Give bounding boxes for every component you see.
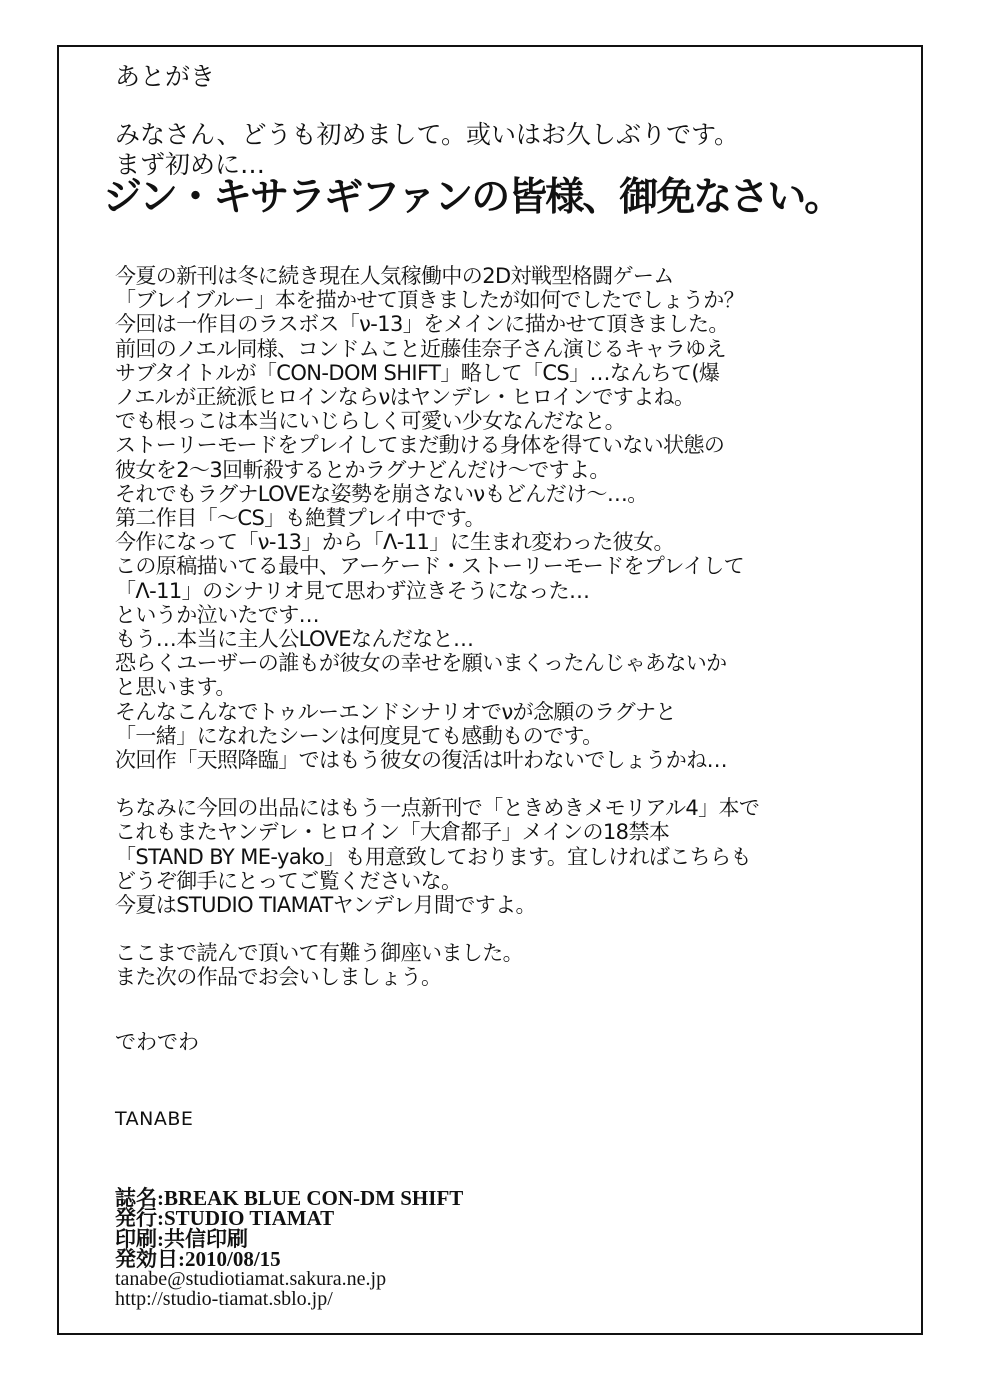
text-line: 今夏の新刊は冬に続き現在人気稼働中の2D対戦型格闘ゲーム bbox=[115, 264, 674, 288]
colophon-printer: 印刷:共信印刷 bbox=[115, 1226, 248, 1251]
text-line: どうぞ御手にとってご覧くださいな。 bbox=[115, 868, 462, 893]
greeting-line: みなさん、どうも初めまして。或いはお久しぶりです。 bbox=[115, 120, 740, 149]
apology-headline: ジン・キサラギファンの皆様、御免なさい。 bbox=[103, 175, 842, 220]
text-line: 「ブレイブルー」本を描かせて頂きましたが如何でしたでしょうか？ bbox=[115, 288, 745, 313]
text-line: と思います。 bbox=[115, 675, 236, 700]
paragraph-spacer bbox=[115, 772, 759, 796]
text-line: ちなみに今回の出品にはもう一点新刊で「ときめきメモリアル4」本で bbox=[115, 796, 760, 821]
text-line: 「一緒」になれたシーンは何度見ても感動ものです。 bbox=[115, 723, 603, 748]
text-line: もう…本当に主人公LOVEなんだなと… bbox=[115, 627, 474, 652]
text-line: 今夏はSTUDIO TIAMATヤンデレ月間ですよ。 bbox=[115, 893, 536, 918]
signoff: でわでわ bbox=[115, 1030, 199, 1054]
text-line: でも根っこは本当にいじらしく可愛い少女なんだなと。 bbox=[115, 409, 625, 434]
text-line: そんなこんなでトゥルーエンドシナリオでνが念願のラグナと bbox=[115, 699, 676, 724]
author-name: TANABE bbox=[115, 1108, 194, 1130]
text-line: というか泣いたです… bbox=[115, 602, 319, 627]
colophon-publisher: 発行:STUDIO TIAMAT bbox=[115, 1206, 335, 1231]
paragraph-other-release bbox=[115, 796, 759, 917]
colophon-date: 発効日:2010/08/15 bbox=[115, 1246, 281, 1271]
text-line: また次の作品でお会いしましょう。 bbox=[115, 965, 442, 990]
text-line: 前回のノエル同様、コンドムこと近藤佳奈子さん演じるキャラゆえ bbox=[115, 336, 726, 361]
text-line: ノエルが正統派ヒロインならνはヤンデレ・ヒロインですよね。 bbox=[115, 385, 695, 410]
colophon-title: 誌名:BREAK BLUE CON-DM SHIFT bbox=[115, 1186, 464, 1210]
text-line: ここまで読んで頂いて有難う御座いました。 bbox=[115, 941, 523, 966]
text-line: 今作になって「ν-13」から「Λ-11」に生まれ変わった彼女。 bbox=[115, 530, 674, 555]
text-line: 彼女を2～3回斬殺するとかラグナどんだけ～ですよ。 bbox=[115, 457, 610, 482]
colophon-url: http://studio-tiamat.sblo.jp/ bbox=[115, 1288, 333, 1311]
greeting-line: まず初めに… bbox=[115, 150, 266, 179]
text-line: 「STAND BY ME-yako」も用意致しております。宜しければこちらも bbox=[115, 844, 751, 869]
text-line: それでもラグナLOVEな姿勢を崩さないνもどんだけ～…。 bbox=[115, 481, 648, 506]
colophon bbox=[115, 1188, 463, 1310]
paragraph-thanks bbox=[115, 941, 759, 989]
text-line: 第二作目「～CS」も絶賛プレイ中です。 bbox=[115, 506, 486, 531]
paragraph-spacer bbox=[115, 917, 759, 941]
paragraph-main bbox=[115, 264, 759, 772]
text-line: サブタイトルが「CON-DOM SHIFT」略して「CS」…なんちて(爆 bbox=[115, 360, 720, 385]
afterword-heading: あとがき bbox=[115, 62, 216, 91]
text-line: 次回作「天照降臨」ではもう彼女の復活は叶わないでしょうかね… bbox=[115, 748, 727, 773]
text-line: 今回は一作目のラスボス「ν-13」をメインに描かせて頂きました。 bbox=[115, 312, 729, 337]
text-line: 「Λ-11」のシナリオ見て思わず泣きそうになった… bbox=[115, 578, 590, 603]
text-line: これもまたヤンデレ・ヒロイン「大倉都子」メインの18禁本 bbox=[115, 820, 670, 845]
greeting-block bbox=[115, 120, 739, 180]
text-line: 恐らくユーザーの誰もが彼女の幸せを願いまくったんじゃあないか bbox=[115, 651, 727, 676]
colophon-email: tanabe@studiotiamat.sakura.ne.jp bbox=[115, 1268, 387, 1291]
text-line: この原稿描いてる最中、アーケード・ストーリーモードをプレイして bbox=[115, 554, 745, 579]
text-line: ストーリーモードをプレイしてまだ動ける身体を得ていない状態の bbox=[115, 433, 725, 458]
afterword-body bbox=[115, 264, 759, 990]
